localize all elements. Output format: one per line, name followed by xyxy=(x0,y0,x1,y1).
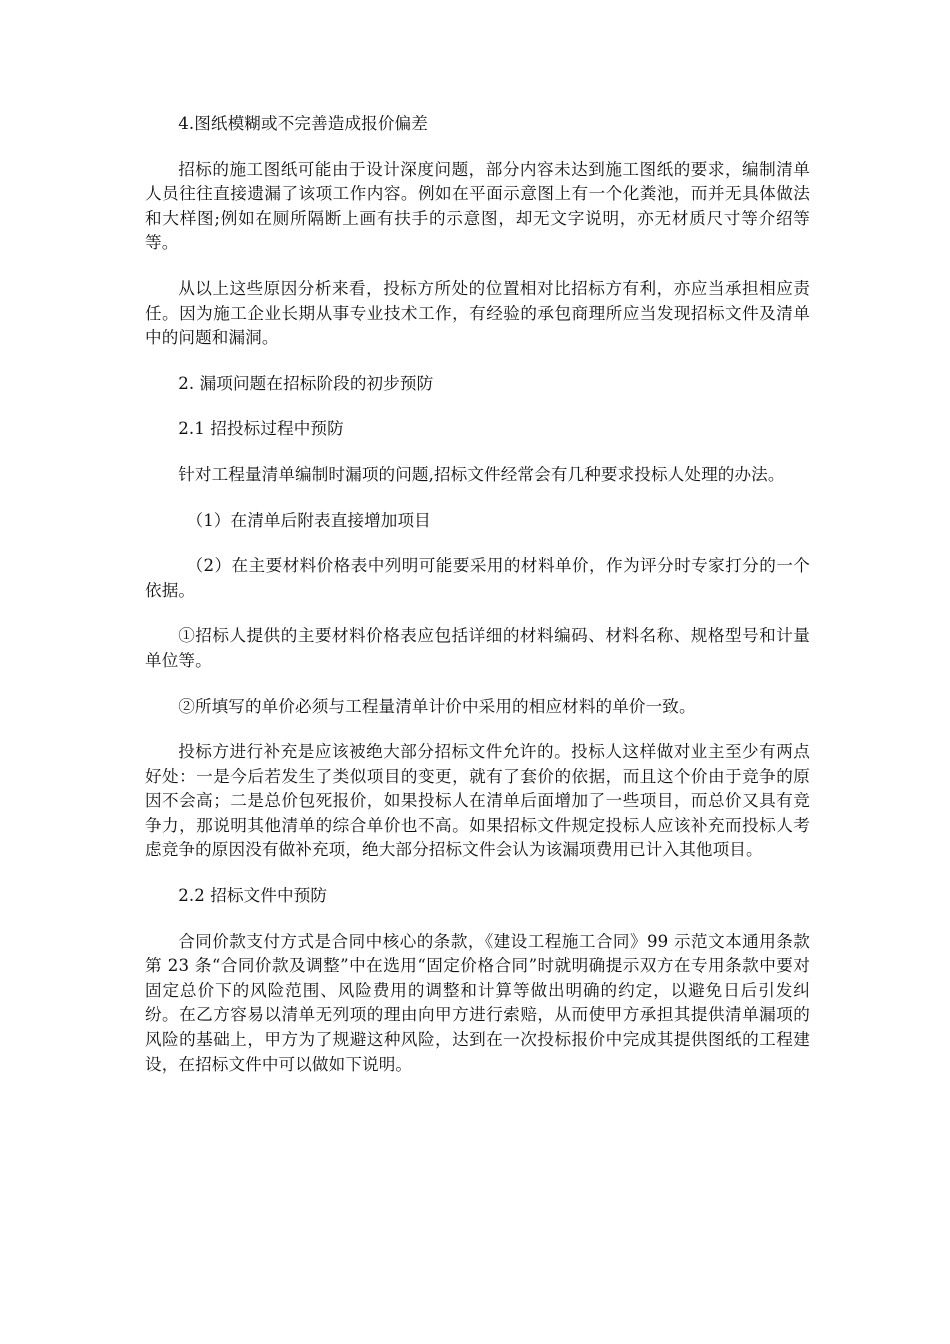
paragraph: 从以上这些原因分析来看，投标方所处的位置相对比招标方有利，亦应当承担相应责任。因为施工企业长期从事专业技术工作，有经验的承包商理所应当发现招标文件及清单中的问题和漏洞。 xyxy=(145,278,810,348)
paragraph: 投标方进行补充是应该被绝大部分招标文件允许的。投标人这样做对业主至少有两点好处：一是今后若发生了类似项目的变更，就有了套价的依据，而且这个价由于竞争的原因不会高；二是总价包死报价，如果投标人在清单后面增加了一些项目，而总价又具有竞争力，那说明其他清单的综合单价也不高。如果招标文件规定投标人应该补充而投标人考虑竞争的原因没有做补充项，绝大部分招标文件会认为该漏项费用已计入其他项目。 xyxy=(145,742,810,860)
section-heading-2-2: 2.2 招标文件中预防 xyxy=(178,886,328,906)
sub-item-2: ②所填写的单价必须与工程量清单计价中采用的相应材料的单价一致。 xyxy=(178,696,696,716)
paragraph: 招标的施工图纸可能由于设计深度问题，部分内容未达到施工图纸的要求，编制清单人员往往直接遗漏了该项工作内容。例如在平面示意图上有一个化粪池，而并无具体做法和大样图;例如在厕所隔断上画有扶手的示意图，却无文字说明，亦无材质尺寸等介绍等等。 xyxy=(145,159,810,253)
list-item-2: （2）在主要材料价格表中列明可能要采用的材料单价，作为评分时专家打分的一个依据。 xyxy=(145,556,810,600)
section-heading-4: 4.图纸模糊或不完善造成报价偏差 xyxy=(178,114,428,133)
paragraph: 针对工程量清单编制时漏项的问题,招标文件经常会有几种要求投标人处理的办法。 xyxy=(178,464,785,484)
document-body xyxy=(145,112,810,1098)
paragraph: 合同价款支付方式是合同中核心的条款，《建设工程施工合同》99 示范文本通用条款第 23 条“合同价款及调整”中在选用“固定价格合同”时就明确提示双方在专用条款中要对固定总价下的风险范围、风险费用的调整和计算等做出明确的约定，以避免日后引发纠纷。在乙方容易以清单无列项的理由向甲方进行索赔，从而使甲方承担其提供清单漏项的风险的基础上，甲方为了规避这种风险，达到在一次投标报价中完成其提供图纸的工程建设，在招标文件中可以做如下说明。 xyxy=(145,931,810,1074)
section-heading-2-1: 2.1 招投标过程中预防 xyxy=(178,419,344,439)
list-item-1: （1）在清单后附表直接增加项目 xyxy=(186,510,431,530)
section-heading-2: 2. 漏项问题在招标阶段的初步预防 xyxy=(178,373,434,393)
sub-item-1: ①招标人提供的主要材料价格表应包括详细的材料编码、材料名称、规格型号和计量单位等。 xyxy=(145,626,810,670)
